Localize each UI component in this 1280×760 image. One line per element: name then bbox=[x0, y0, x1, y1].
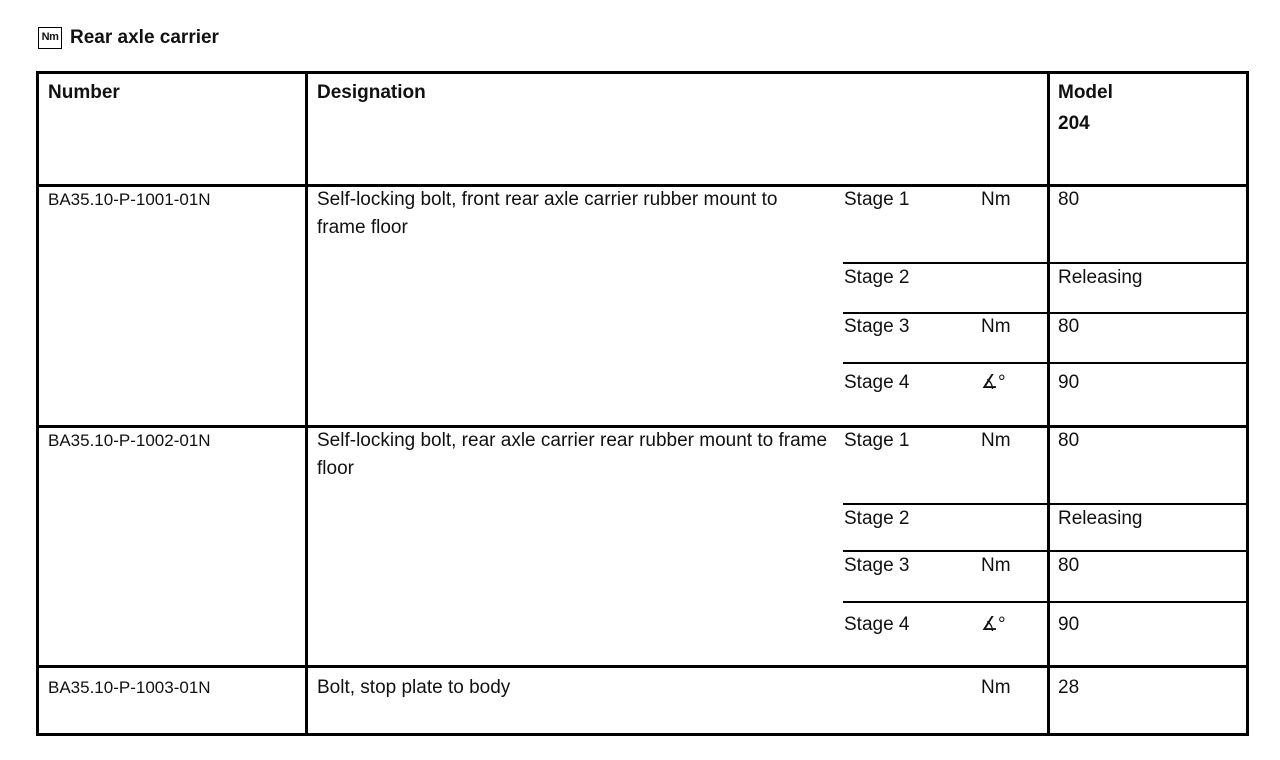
stage-label: Stage 4 bbox=[844, 614, 910, 635]
torque-value: 90 bbox=[1058, 614, 1080, 635]
stage-divider bbox=[843, 362, 1246, 364]
row-number: BA35.10-P-1001-01N bbox=[48, 190, 211, 209]
column-divider bbox=[1047, 74, 1050, 733]
unit-label: Nm bbox=[981, 430, 1011, 451]
torque-table bbox=[36, 71, 1249, 736]
unit-label: Nm bbox=[981, 316, 1011, 337]
header-model: Model bbox=[1058, 82, 1113, 103]
angle-icon: ∡° bbox=[981, 614, 1006, 635]
header-model-number: 204 bbox=[1058, 113, 1090, 134]
row-designation: Self-locking bolt, rear axle carrier rear rubber mount to frame floor bbox=[317, 430, 828, 479]
stage-label: Stage 1 bbox=[844, 430, 910, 451]
angle-icon: ∡° bbox=[981, 372, 1006, 393]
row-divider bbox=[39, 665, 1246, 668]
stage-label: Stage 2 bbox=[844, 508, 910, 529]
torque-value: 28 bbox=[1058, 677, 1080, 698]
header-designation: Designation bbox=[317, 82, 426, 103]
column-divider bbox=[305, 74, 308, 733]
torque-value: 80 bbox=[1058, 316, 1080, 337]
torque-value: 80 bbox=[1058, 555, 1080, 576]
row-number: BA35.10-P-1002-01N bbox=[48, 431, 211, 450]
row-designation: Bolt, stop plate to body bbox=[317, 677, 511, 698]
row-number: BA35.10-P-1003-01N bbox=[48, 678, 211, 697]
torque-value: 80 bbox=[1058, 189, 1080, 210]
header-number: Number bbox=[48, 82, 120, 103]
page-title bbox=[38, 25, 219, 51]
unit-label: Nm bbox=[981, 677, 1011, 698]
stage-label: Stage 3 bbox=[844, 316, 910, 337]
unit-label: Nm bbox=[981, 555, 1011, 576]
stage-label: Stage 3 bbox=[844, 555, 910, 576]
torque-value: Releasing bbox=[1058, 508, 1143, 529]
torque-value: 80 bbox=[1058, 430, 1080, 451]
unit-label: Nm bbox=[981, 189, 1011, 210]
row-designation: Self-locking bolt, front rear axle carrier rubber mount to frame floor bbox=[317, 189, 778, 238]
torque-value: Releasing bbox=[1058, 267, 1143, 288]
stage-divider bbox=[843, 601, 1246, 603]
stage-label: Stage 4 bbox=[844, 372, 910, 393]
torque-value: 90 bbox=[1058, 372, 1080, 393]
title-text: Rear axle carrier bbox=[70, 27, 219, 48]
stage-label: Stage 2 bbox=[844, 267, 910, 288]
torque-nm-icon: Nm bbox=[38, 27, 62, 49]
stage-label: Stage 1 bbox=[844, 189, 910, 210]
